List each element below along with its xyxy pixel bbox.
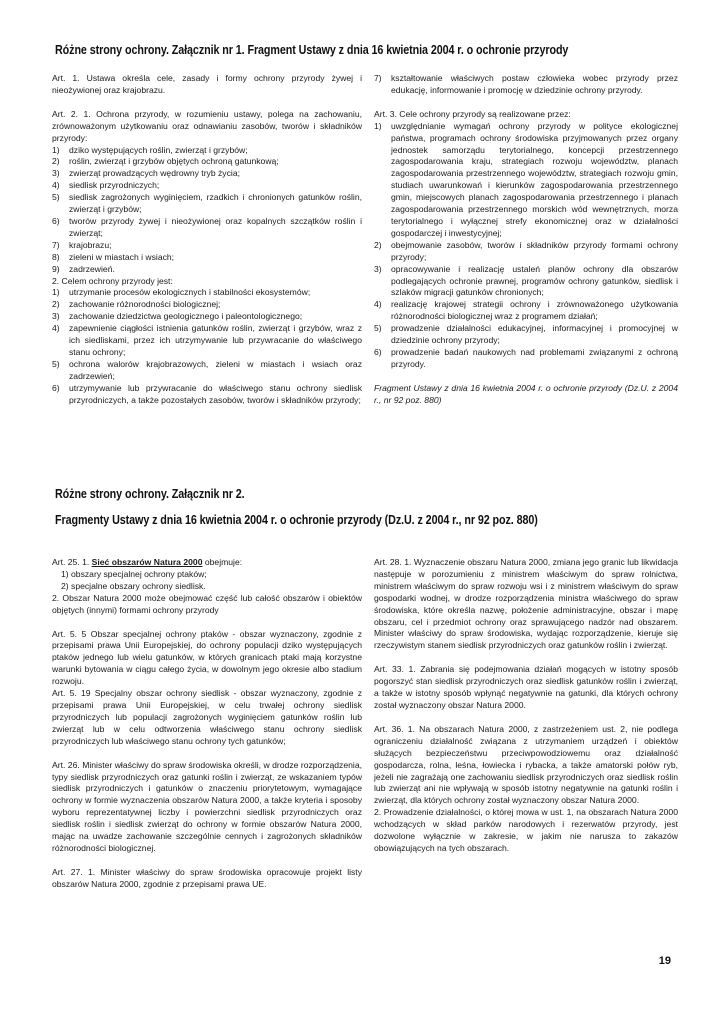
list-item: 2) obejmowanie zasobów, tworów i składników przyrody formami ochrony przyrody; <box>374 239 678 262</box>
list-item: 4) siedlisk przyrodniczych; <box>52 180 160 191</box>
section2-column-right <box>374 557 678 855</box>
art2-goals-intro: 2. Celem ochrony przyrody jest: <box>52 275 173 286</box>
art5-19-paragraph: Art. 5. 19 Specjalny obszar ochrony siedlisk - obszar wyznaczony, zgodnie z przepisami prawa Unii Europejskiej, w celu trwałej ochrony siedlisk przyrodniczych lub populacji zagrożonych wyginięciem gatunków roślin lub zwierząt lub w celu odtworzenia właściwego stanu ochrony siedlisk przyrodniczych lub właściwego stanu ochrony tych gatunków; <box>52 688 362 746</box>
list-item: 6) utrzymywanie lub przywracanie do właściwego stanu ochrony siedlisk przyrodniczych, a także pozostałych zasobów, tworów i składników przyrody; <box>52 382 362 405</box>
section2-title: Różne strony ochrony. Załącznik nr 2. <box>55 487 245 501</box>
list-item: 5) prowadzenie działalności edukacyjnej, informacyjnej i promocyjnej w dziedzinie ochrony przyrody; <box>374 323 678 346</box>
art5-5-paragraph: Art. 5. 5 Obszar specjalnej ochrony ptaków - obszar wyznaczony, zgodnie z przepisami prawa Unii Europejskiej, do ochrony populacji dziko występujących ptaków jednego lub wielu gatunków, w których granicach ptaki mają korzystne warunki bytowania w ciągu całego życia, w dowolnym jego okresie albo stadium rozwoju. <box>52 628 362 687</box>
section1-column-left <box>52 73 362 406</box>
source-citation: Fragment Ustawy z dnia 16 kwietnia 2004 r. o ochronie przyrody (Dz.U. z 2004 r., nr 92 poz. 880) <box>374 382 678 405</box>
list-item: 6) tworów przyrody żywej i nieożywionej oraz kopalnych szczątków roślin i zwierząt; <box>52 215 362 238</box>
list-item: 4) zapewnienie ciągłości istnienia gatunków roślin, zwierząt i grzybów, wraz z ich siedliskami, przez ich utrzymywanie lub przywracanie do właściwego stanu ochrony; <box>52 323 362 357</box>
list-item: 3) zachowanie dziedzictwa geologicznego i paleontologicznego; <box>52 311 303 322</box>
section2-subtitle: Fragmenty Ustawy z dnia 16 kwietnia 2004 r. o ochronie przyrody (Dz.U. z 2004 r., nr 92 poz. 880) <box>55 513 538 527</box>
art36-paragraph: Art. 36. 1. Na obszarach Natura 2000, z zastrzeżeniem ust. 2, nie podlega ograniczeniu działalność związana z utrzymaniem urządzeń i obiektów służących bezpieczeństwu przeciwpowodziowemu oraz działalność gospodarcza, rolna, leśna, łowiecka i rybacka, a także amatorski połów ryb, jeżeli nie zagrażają one zachowaniu siedlisk przyrodniczych oraz siedlisk roślin lub zwierząt ani nie wpływają w sposób istotny negatywnie na gatunki roślin i zwierząt, dla których ochrony został wyznaczony obszar Natura 2000. <box>374 723 678 806</box>
section1-title: Różne strony ochrony. Załącznik nr 1. Fragment Ustawy z dnia 16 kwietnia 2004 r. o ochronie przyrody <box>55 43 569 57</box>
list-item: 4) realizację krajowej strategii ochrony i zrównoważonego użytkowania różnorodności biologicznej wraz z programem działań; <box>374 299 678 322</box>
art33-paragraph: Art. 33. 1. Zabrania się podejmowania działań mogących w istotny sposób pogorszyć stan siedlisk przyrodniczych oraz siedlisk gatunków roślin i zwierząt, a także w istotny sposób wpłynąć negatywnie na gatunki, dla których ochrony został wyznaczony obszar Natura 2000. <box>374 664 678 710</box>
list-item: 2) roślin, zwierząt i grzybów objętych ochroną gatunkową; <box>52 156 279 167</box>
list-item: 1) utrzymanie procesów ekologicznych i stabilności ekosystemów; <box>52 287 311 298</box>
section1-column-right <box>374 73 678 407</box>
natura-2000-term: Sieć obszarów Natura 2000 <box>91 557 203 567</box>
art2-intro: Art. 2. 1. Ochrona przyrody, w rozumieniu ustawy, polega na zachowaniu, zrównoważonym użytkowaniu oraz odnawianiu zasobów, tworów i składników przyrody: <box>52 108 362 143</box>
list-item: 6) prowadzenie badań naukowych nad problemami związanymi z ochroną przyrody. <box>374 346 678 369</box>
list-item: 3) zwierząt prowadzących wędrowny tryb życia; <box>52 168 240 179</box>
art2-list <box>52 145 362 276</box>
page-number: 19 <box>658 955 671 967</box>
list-item: 2) zachowanie różnorodności biologicznej; <box>52 299 221 310</box>
art3-list <box>374 121 678 371</box>
list-item: 9) zadrzewień. <box>52 263 115 274</box>
list-item: 3) opracowywanie i realizację ustaleń planów ochrony dla obszarów podlegających ochronie prawnej, programów ochrony gatunków, siedlisk i szlaków migracji gatunków chronionych; <box>374 263 678 298</box>
art25-paragraph: Art. 25. 1. Sieć obszarów Natura 2000 obejmuje: <box>52 557 243 567</box>
list-item: 1) uwzględnianie wymagań ochrony przyrody w polityce ekologicznej państwa, programach ochrony środowiska przyjmowanych przez organy jednostek samorządu terytorialnego, koncepcji przestrzennego zagospodarowania kraju, strategiach rozwoju województw, planach zagospodarowania przestrzennego województw, strategiach rozwoju gmin, studiach uwarunkowań i kierunków zagospodarowania przestrzennego gmin, miejscowych planach zagospodarowania przestrzennego i planach zagospodarowania przestrzennego morskich wód wewnętrznych, morza terytorialnego i wyłącznej strefy ekonomicznej oraz w działalności gospodarczej i inwestycyjnej; <box>374 120 678 238</box>
list-item: 8) zieleni w miastach i wsiach; <box>52 251 175 262</box>
list-item: 1) obszary specjalnej ochrony ptaków; <box>61 568 207 579</box>
art2-goals-list <box>52 287 362 406</box>
art1-paragraph: Art. 1. Ustawa określa cele, zasady i formy ochrony przyrody żywej i nieożywionej oraz krajobrazu. <box>52 73 362 95</box>
art26-paragraph: Art. 26. Minister właściwy do spraw środowiska określi, w drodze rozporządzenia, typy siedlisk przyrodniczych oraz gatunki roślin i zwierząt, ze wskazaniem typów siedlisk przyrodniczych i gatunków o znaczeniu priorytetowym, wymagające ochrony w formie wyznaczenia obszarów Natura 2000, a także kryteria i sposoby wyboru reprezentatywnej liczby i powierzchni siedlisk przyrodniczych oraz siedlisk roślin i siedlisk zwierząt do ochrony w formie obszarów Natura 2000, mając na uwadze zachowanie szczególnie cennych i zagrożonych składników różnorodności biologicznej. <box>52 759 362 853</box>
list-item: 5) siedlisk zagrożonych wyginięciem, rzadkich i chronionych gatunków roślin, zwierząt i grzybów; <box>52 192 362 215</box>
list-item: 7) kształtowanie właściwych postaw człowieka wobec przyrody przez edukację, informowanie i promocję w dziedzinie ochrony przyrody. <box>374 73 678 95</box>
art3-intro: Art. 3. Cele ochrony przyrody są realizowane przez: <box>374 108 571 119</box>
list-item: 2) specjalne obszary ochrony siedlisk. <box>61 580 206 591</box>
section2-column-left <box>52 557 362 891</box>
art27-paragraph: Art. 27. 1. Minister właściwy do spraw środowiska opracowuje projekt listy obszarów Natura 2000, zgodnie z przepisami prawa UE. <box>52 866 362 889</box>
art25-p2: 2. Obszar Natura 2000 może obejmować część lub całość obszarów i obiektów objętych (innymi) formami ochrony przyrody <box>52 592 362 615</box>
art36-p2-paragraph: 2. Prowadzenie działalności, o której mowa w ust. 1, na obszarach Natura 2000 wchodzących w skład parków narodowych i rezerwatów przyrody, jest dozwolone wyłącznie w zakresie, w jakim nie narusza to zakazów obowiązujących na tych obszarach. <box>374 807 678 853</box>
list-item: 5) ochrona walorów krajobrazowych, zieleni w miastach i wsiach oraz zadrzewień; <box>52 358 362 381</box>
list-item: 1) dziko występujących roślin, zwierząt i grzybów; <box>52 144 248 155</box>
art28-paragraph: Art. 28. 1. Wyznaczenie obszaru Natura 2000, zmiana jego granic lub likwidacja następuje w porozumieniu z ministrem właściwym do spraw rolnictwa, ministrem właściwym do spraw rozwoju wsi i z ministrem właściwym do spraw gospodarki wodnej, w drodze rozporządzenia ministra właściwego do spraw środowiska, które określa nazwę, położenie administracyjne, obszar i mapę obszaru, cel i przedmiot ochrony oraz sprawującego nadzór nad obszarem. Minister właściwy do spraw środowiska, wydając rozporządzenie, kieruje się rzeczywistym stanem siedlisk przyrodniczych oraz gatunków roślin i zwierząt. <box>374 557 678 651</box>
list-item: 7) krajobrazu; <box>52 239 112 250</box>
